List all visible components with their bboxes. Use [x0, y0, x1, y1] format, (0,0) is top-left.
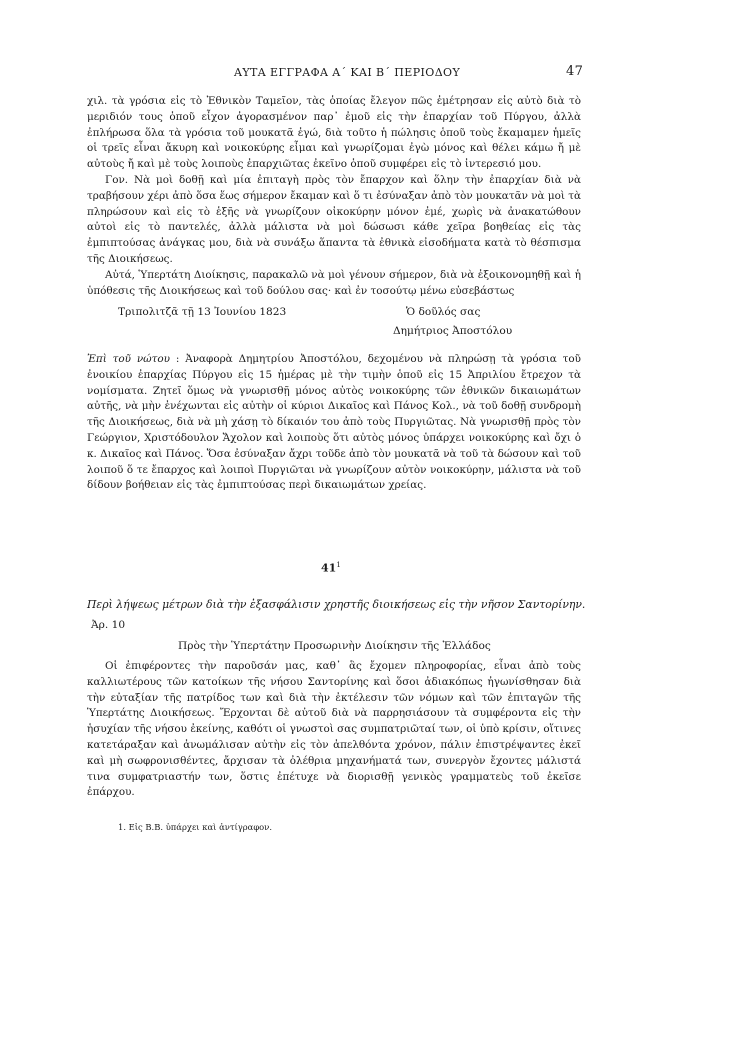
- endorsement-label: Ἐπὶ τοῦ νώτου: [87, 353, 170, 365]
- footnote: 1. Εἰς Β.Β. ὑπάρχει καὶ ἀντίγραφον.: [118, 822, 272, 832]
- document-number-value: 41: [321, 561, 337, 575]
- document-reference: Ἀρ. 10: [91, 619, 126, 631]
- letter-paragraph-3: Αὐτά, Ὑπερτάτη Διοίκησις, παρακαλῶ νὰ μοὶ γένουν σήμερον, διὰ νὰ ἐξοικονομηθῇ καὶ ἡ ὑπόθεσις τῆς Διοικήσεως καὶ τοῦ δούλου σας· καὶ ἐν τοσούτῳ μένω εὐσεβάστως: [87, 268, 581, 297]
- letter-paragraph-2: Γον. Νὰ μοὶ δοθῇ καὶ μία ἐπιταγὴ πρὸς τὸν ἔπαρχον καὶ ὅλην τὴν ἐπαρχίαν διὰ νὰ τραβήσουν χέρι ἀπὸ ὅσα ἕως σήμερον ἔκαμαν καὶ ὅ τι ἐσύναξαν ἀπὸ τὸν μουκατᾶν νὰ μοὶ τὰ πληρώσουν καὶ εἰς τὸ ἑξῆς νὰ γνωρίζουν οἰκοκύρην μόνον ἐμέ, χωρὶς νὰ ἀνακατώθουν αὐτοὶ εἰς τὸ παντελές, ἀλλὰ μάλιστα νὰ μοὶ δώσωσι κάθε χεῖρα βοηθείας εἰς τὰς ἐμπιπτούσας ἀνάγκας μου, διὰ νὰ συνάξω ἅπαντα τὰ ἐθνικὰ εἰσοδήματα κατὰ τὸ θέσπισμα τῆς Διοικήσεως.: [87, 173, 581, 265]
- document-title: Περὶ λήψεως μέτρων διὰ τὴν ἐξασφάλισιν χρηστῆς διοικήσεως εἰς τὴν νῆσον Σαντορίνην.: [87, 598, 586, 611]
- addressee: Πρὸς τὴν Ὑπερτάτην Προσωρινὴν Διοίκησιν τῆς Ἑλλάδος: [178, 640, 491, 652]
- endorsement-paragraph: [87, 352, 581, 494]
- footnote-marker: 1: [336, 561, 341, 569]
- page-number: 47: [566, 64, 584, 79]
- page-header: [0, 64, 744, 82]
- endorsement: [87, 352, 581, 494]
- letter-body: [87, 94, 581, 299]
- document-number: [321, 561, 341, 575]
- endorsement-text: : Ἀναφορὰ Δημητρίου Ἀποστόλου, δεχομένου νὰ πληρώσῃ τὰ γρόσια τοῦ ἐνοικίου ἐπαρχίας Πύργου εἰς 15 ἡμέρας μὲ τὴν τιμὴν ὁποῦ εἰς 15 Ἀπριλίου ἔτρεχον τὰ νομίσματα. Ζητεῖ ὅμως νὰ γνωρισθῇ μόνος αὐτὸς νοικοκύρης τῶν ἐθνικῶν δικαιωμάτων αὐτῆς, νὰ μὴν ἐνέχωνται εἰς αὐτὴν οἱ κύριοι Δικαῖος καὶ Πάνος Κολ., νὰ τοῦ δοθῇ συνδρομὴ τῆς Διοικήσεως, διὰ νὰ μὴ χάσῃ τὸ δίκαιόν του ἀπὸ τοὺς Πυργιῶτας. Νὰ γνωρισθῇ πρὸς τὸν Γεώργιον, Χριστόδουλον Ἄχολον καὶ λοιποὺς ὅτι αὐτὸς μόνος ὑπάρχει νοικοκύρης καὶ ὄχι ὁ κ. Δικαῖος καὶ Πάνος. Ὅσα ἐσύναξαν ἄχρι τοῦδε ἀπὸ τὸν μουκατᾶ νὰ τοῦ τὰ δώσουν καὶ τοῦ λοιποῦ ὅ τε ἔπαρχος καὶ λοιποὶ Πυργιῶται νὰ γνωρίζουν αὐτὸν νοικοκύρην, μάλιστα νὰ τοῦ δίδουν βοήθειαν εἰς τὰς ἐμπιπτούσας περὶ δικαιωμάτων χρείας.: [87, 353, 581, 492]
- document-body: [87, 659, 581, 801]
- place-date: Τριπολιτζᾶ τῇ 13 Ἰουνίου 1823: [118, 306, 287, 318]
- letter-paragraph-1: χιλ. τὰ γρόσια εἰς τὸ Ἐθνικὸν Ταμεῖον, τὰς ὁποίας ἔλεγον πῶς ἐμέτρησαν εἰς αὐτὸ διὰ τὸ μεριδιόν τους ὁποῦ εἶχον ἀγορασμένον παρ᾽ ἐμοῦ εἰς τὴν ἐπαρχίαν τοῦ Πύργου, ἀλλὰ ἐπλήρωσα ὅλα τὰ γρόσια τοῦ μουκατᾶ ἐγώ, διὰ τοῦτο ἡ πώλησις ὁποῦ τοὺς ἔκαμαμεν ἡμεῖς οἱ τρεῖς εἶναι ἄκυρη καὶ νοικοκύρης εἶμαι καὶ γνωρίζομαι ἐγὼ μόνος καὶ θέλει κάμω ἤ μὲ αὐτοὺς ἤ καὶ μὲ τοὺς λοιποὺς ἐπαρχιῶτας ἐκεῖνο ὁποῦ συμφέρει εἰς τὸ ἰντερεσιό μου.: [87, 95, 581, 171]
- running-title: ΑΥΤΑ ΕΓΓΡΑΦΑ Α΄ ΚΑΙ Β΄ ΠΕΡΙΟΔΟΥ: [234, 66, 461, 79]
- closing: Ὁ δοῦλός σας: [406, 306, 481, 318]
- document-paragraph: Οἱ ἐπιφέροντες τὴν παροῦσάν μας, καθ᾽ ἃς ἔχομεν πληροφορίας, εἶναι ἀπὸ τοὺς καλλιωτέρους τῶν κατοίκων τῆς νήσου Σαντορίνης καὶ ὅσοι ἀδιακόπως ἠγωνίσθησαν διὰ τὴν εὐταξίαν τῆς πατρίδος των καὶ διὰ τὴν ἐκτέλεσιν τῶν νόμων καὶ τῶν ἐπιταγῶν τῆς Ὑπερτάτης Διοικήσεως. Ἔρχονται δὲ αὐτοῦ διὰ νὰ παρρησιάσουν τὰ συμφέροντα εἰς τὴν ἡσυχίαν τῆς νήσου ἐκείνης, καθότι οἱ γνωστοὶ σας συμπατριῶταί των, οἱ ὑπὸ κρίσιν, οἵτινες κατετάραξαν καὶ ἀνωμάλισαν αὐτὴν εἰς τὸν ἀπελθόντα χρόνον, πάλιν ἐπιστρέψαντες ἐκεῖ καὶ μὴ σωφρονισθέντες, ἄρχισαν τὰ ὀλέθρια μηχανήματά των, συνεργὸν ἔχοντες μάλιστά τινα συμφατριαστήν των, ὅστις ἐπέτυχε νὰ διορισθῇ γενικὸς γραμματεὺς τοῦ ἐκεῖσε ἐπάρχου.: [87, 660, 581, 799]
- signatory: Δημήτριος Ἀποστόλου: [393, 325, 513, 337]
